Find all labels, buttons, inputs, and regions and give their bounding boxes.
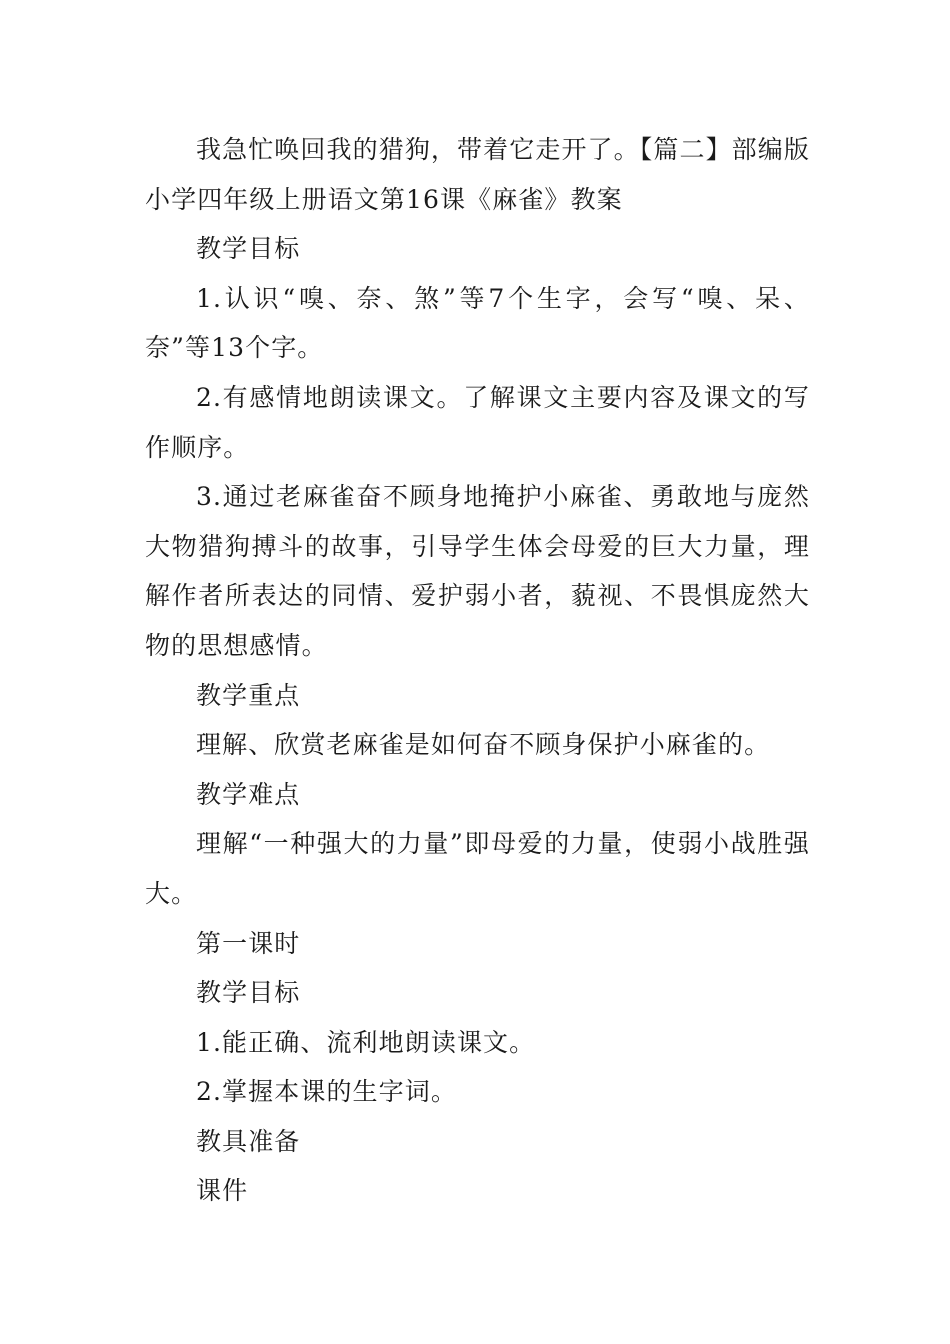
heading-teaching-difficulty: 教学难点 [196, 779, 301, 809]
lesson-goal-item-2: 2.掌握本课的生字词。 [196, 1077, 457, 1107]
goal-item-2: 2.有感情地朗读课文。了解课文主要内容及课文的写作顺序。 [145, 382, 810, 462]
teaching-aids-text: 课件 [196, 1176, 249, 1206]
teaching-difficulty-text: 理解“一种强大的力量”即母爱的力量，使弱小战胜强大。 [145, 829, 810, 908]
lesson-goal-item-1: 1.能正确、流利地朗读课文。 [196, 1027, 536, 1057]
heading-first-lesson: 第一课时 [196, 928, 301, 958]
goal-item-3: 3.通过老麻雀奋不顾身地掩护小麻雀、勇敢地与庞然大物猎狗搏斗的故事，引导学生体会母爱的巨大力量，理解作者所表达的同情、爱护弱小者，藐视、不畏惧庞然大物的思想感情。 [145, 482, 810, 660]
goal-item-1: 1.认识“嗅、奈、煞”等7个生字，会写“嗅、呆、奈”等13个字。 [145, 283, 810, 363]
heading-lesson-goals: 教学目标 [196, 978, 301, 1008]
heading-teaching-goals: 教学目标 [196, 234, 301, 264]
teaching-focus-text: 理解、欣赏老麻雀是如何奋不顾身保护小麻雀的。 [196, 730, 771, 760]
paragraph-closing-and-title: 我急忙唤回我的猎狗，带着它走开了。【篇二】部编版小学四年级上册语文第16课《麻雀》教案 [145, 135, 810, 214]
heading-teaching-focus: 教学重点 [196, 680, 301, 710]
heading-teaching-aids: 教具准备 [196, 1126, 301, 1156]
document-body [145, 125, 810, 1216]
